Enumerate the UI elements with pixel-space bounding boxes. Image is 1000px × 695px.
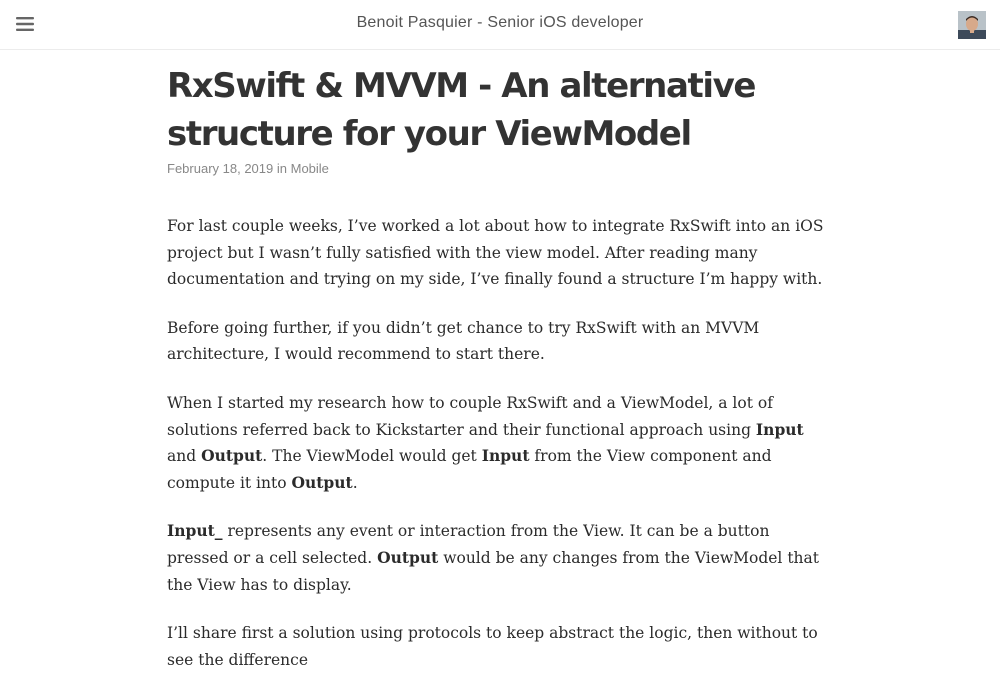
paragraph-1: For last couple weeks, I’ve worked a lot about how to integrate RxSwift into an iOS project but I wasn’t fully satisfied with the view model. After reading many documentation and trying on my side, I’ve finally found a structure I’m happy with. bbox=[167, 217, 824, 289]
paragraph-3-text: from the View component and compute it into bbox=[167, 447, 772, 492]
paragraph-4-bold: Input_ bbox=[167, 521, 223, 541]
paragraph-2: Before going further, if you didn’t get chance to try RxSwift with an MVVM architecture, I would recommend to start there. bbox=[167, 318, 760, 364]
paragraph-3-bold: Input bbox=[481, 446, 530, 466]
paragraph-3-bold: Input bbox=[755, 419, 804, 439]
top-bar bbox=[0, 0, 1000, 50]
site-title bbox=[0, 14, 1000, 32]
paragraph-4-bold: Output bbox=[377, 547, 439, 567]
paragraph-3-bold: Output bbox=[201, 446, 263, 466]
post-meta-in: in bbox=[276, 161, 287, 176]
paragraph-5: I’ll share first a solution using protocols to keep abstract the logic, then without to see the difference bbox=[167, 624, 818, 669]
paragraph-4 bbox=[167, 518, 835, 598]
paragraph-4-text: represents any event or interaction from the View. It can be a button pressed or a cell selected. bbox=[167, 522, 770, 567]
paragraph-3-text: . bbox=[352, 473, 358, 492]
paragraph-4-text: would be any changes from the ViewModel that the View has to display. bbox=[167, 548, 820, 594]
post-body bbox=[167, 213, 835, 673]
post-category-link[interactable]: Mobile bbox=[290, 161, 329, 176]
paragraph-3-text: When I started my research how to couple RxSwift and a ViewModel, a lot of solutions referred back to Kickstarter and their functional approach using bbox=[167, 393, 773, 439]
blog-post bbox=[167, 62, 835, 695]
site-title-link[interactable]: Benoit Pasquier - Senior iOS developer bbox=[356, 14, 644, 31]
post-date: February 18, 2019 bbox=[167, 161, 274, 176]
paragraph-3-text: . The ViewModel would get bbox=[262, 447, 482, 466]
paragraph-3 bbox=[167, 390, 835, 496]
author-avatar[interactable] bbox=[958, 11, 986, 39]
paragraph-3-text: and bbox=[167, 447, 202, 466]
post-title: RxSwift & MVVM - An alternative structure for your ViewModel bbox=[167, 66, 756, 154]
paragraph-3-bold: Output bbox=[291, 472, 353, 492]
post-meta bbox=[167, 161, 835, 176]
avatar-image bbox=[958, 11, 986, 39]
